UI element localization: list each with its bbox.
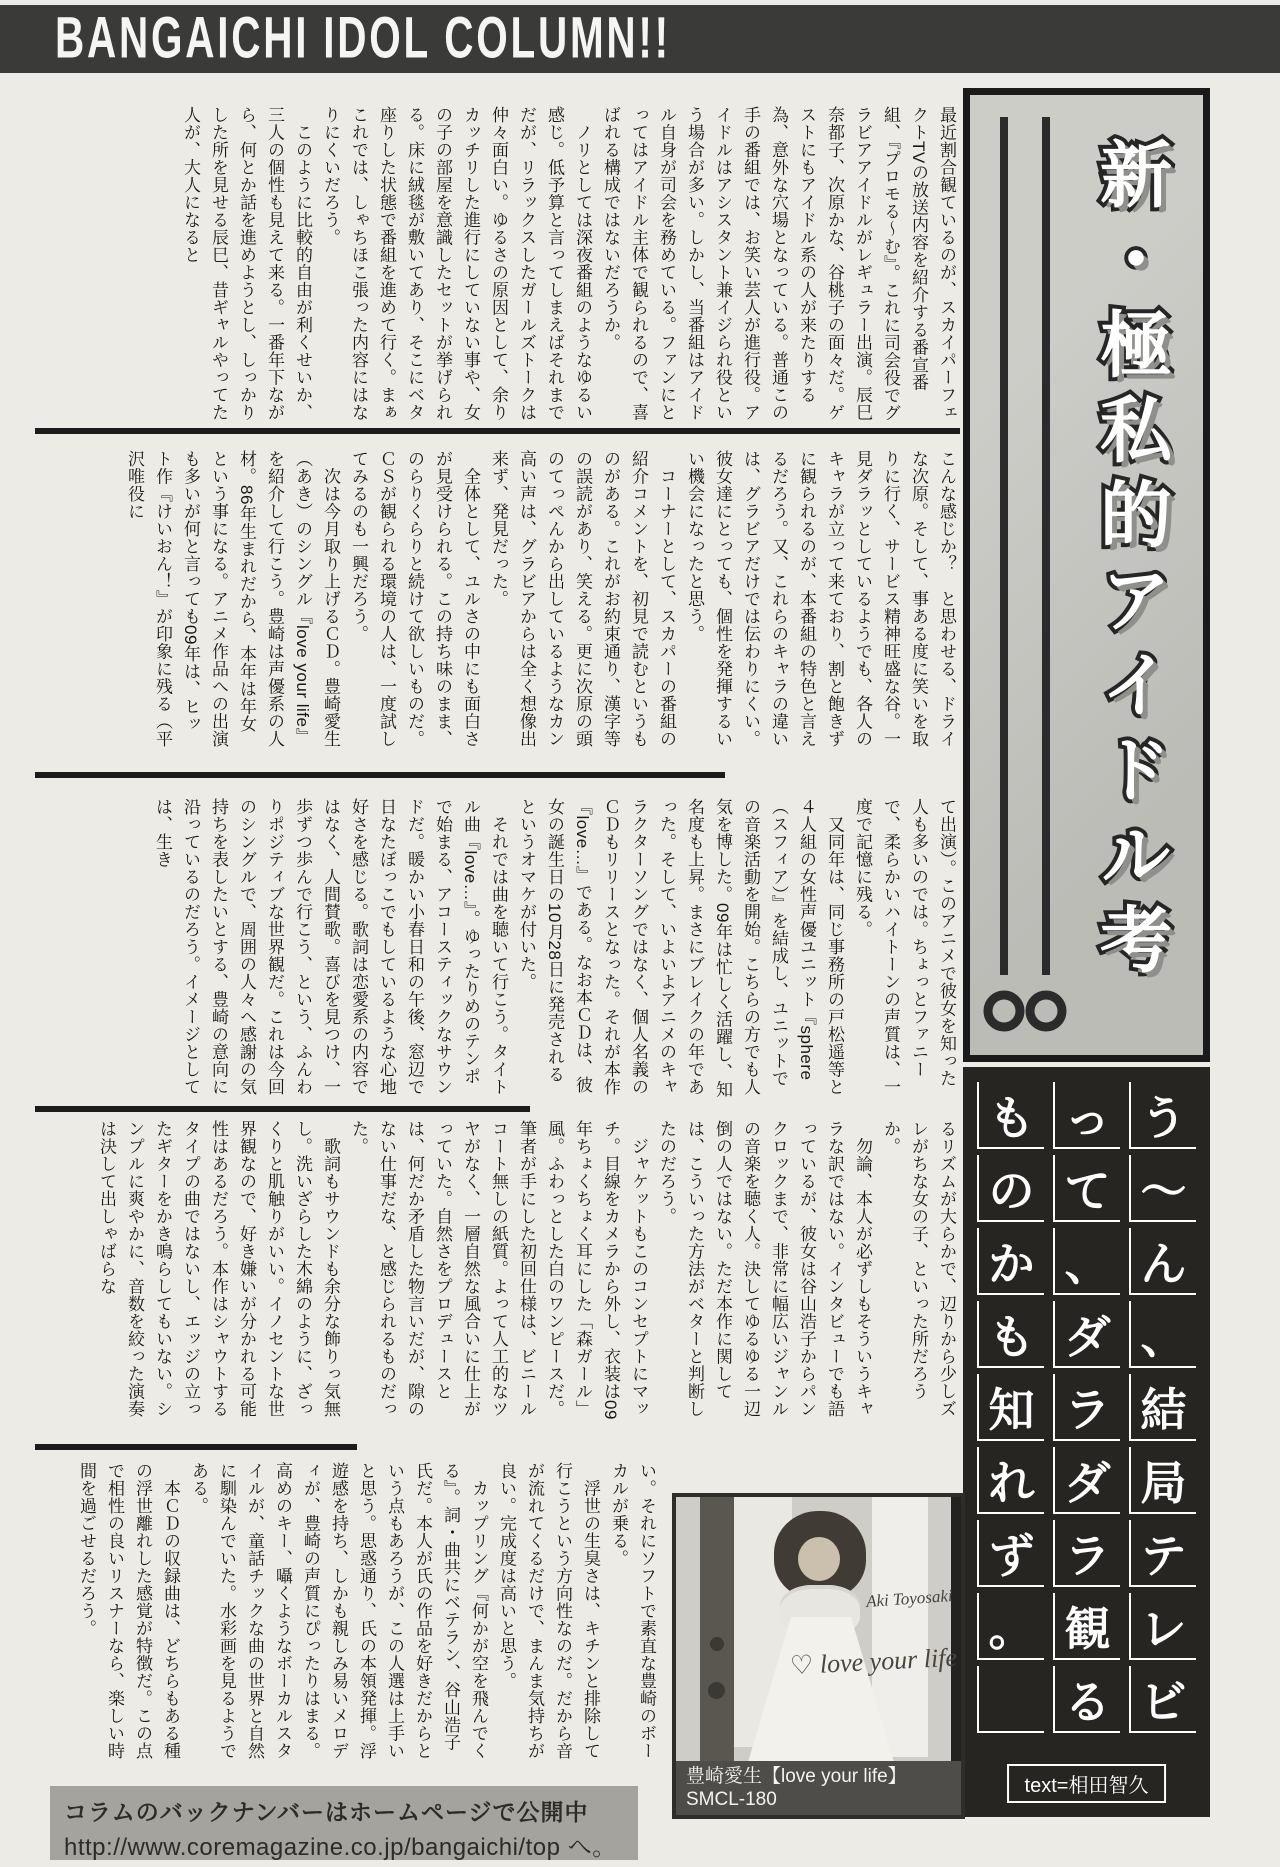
footer-url: http://www.coremagazine.co.jp/bangaichi/top へ。 <box>64 1834 617 1861</box>
article-paragraph: 本ＣＤの収録曲は、どちらもある種の浮世離れした感覚が特徴だ。この点で相性の良いリスナーなら、楽しい時間を過ごせるだろう。 <box>77 1462 180 1760</box>
article-paragraph: ノリとしては深夜番組のようなゆるい感じ。低予算と言ってしまえばそれまでだが、リラックスしたガールズトークは仲々面白い。ゆるさの原因として、余りカッチリした進行にしていない事や、女の子の部屋を意識したセットが挙げられる。床に絨毯が敷いてあり、そこにベタ座りした状態で番組を進めて行く。まぁこれでは、しゃちほこ張った内容にはなりにくいだろう。 <box>321 106 592 421</box>
article-paragraph: こんな感じか？ と思わせる、ドライな次原。そして、事ある度に笑いを取りに行く、サービス精神旺盛な谷。一見ダラッとしているようでも、各人のキャラが立って来ており、割と飽きずに観られるのが、本番組の特色と言えるだろう。又、これらのキャラの違いは、グラビアだけでは伝わりにくい。彼女達にとっても、個性を発揮するいい機会になったと思う。 <box>685 450 956 748</box>
cd-jacket-photo <box>672 1493 965 1819</box>
headline-char-tile: 、 <box>1053 1228 1120 1295</box>
headline-char-tile: ビ <box>1129 1666 1196 1733</box>
headline-char-tile: て <box>1053 1155 1120 1222</box>
article-paragraph: 勿論、本人が必ずしもそういうキャラな訳ではない。インタビューでも語っているが、彼女は谷山浩子からパンクロックまで、非常に幅広いジャンルの音楽を聴く人。決してゆるゆる一辺倒の人ではない。ただ本作に関しては、こういった方法がベターと判断したのだろう。 <box>657 1120 872 1418</box>
banner-title: BANGAICHI IDOL COLUMN!! <box>55 6 671 71</box>
article-paragraph: い。それにソフトで素直な豊崎のボーカルが乗る。 <box>609 1462 656 1760</box>
photo-caption <box>676 1761 961 1815</box>
headline-char-tile: る <box>1053 1666 1120 1733</box>
headline-char-tile: 〜 <box>1129 1155 1196 1222</box>
headline-char-tile: ラ <box>1053 1520 1120 1587</box>
section-divider <box>35 1444 357 1450</box>
article-paragraph: コーナーとして、スカパーの番組の紹介コメントを、初見で読むというものがある。これがお約束通り、漢字等の誤読があり、笑える。更に次原の頭のてっぺんから出しているようなカン高い声は、グラビアからは全く想像出来ず、発見だった。 <box>489 450 676 748</box>
headline-char-tile: も <box>977 1082 1044 1149</box>
headline-char-tile: テ <box>1129 1520 1196 1587</box>
headline-char-tile: ず <box>977 1520 1044 1587</box>
headline-char-tile: 、 <box>1129 1301 1196 1368</box>
photo-handwriting-title-text: love your life <box>819 1642 958 1679</box>
article-paragraph: ジャケットもこのコンセプトにマッチ。目線をカメラから外し、衣装は09年ちょくちょく耳にした「森ガール」風。ふわっとした白のワンピースだ。筆者が手にした初回仕様は、ビニールコート無しの紙質。よって人工的なツヤがなく、一層自然な風合いに仕上がっていた。自然さをプロデュースとは、何だか矛盾した物言いだが、隙のない仕事だな、と感じられるものだった。 <box>349 1120 648 1420</box>
page-header-banner <box>0 5 1280 73</box>
photo-door-frame <box>700 1497 734 1769</box>
section-divider <box>35 1106 530 1112</box>
headline-char-tile: 結 <box>1129 1374 1196 1441</box>
article-band-5 <box>45 1462 660 1762</box>
headline-column <box>977 1079 1044 1739</box>
photo-caption-code: SMCL-180 <box>686 1788 777 1810</box>
headline-char-tile: 知 <box>977 1374 1044 1441</box>
photo-figure-face <box>798 1537 840 1581</box>
article-paragraph: 浮世の生臭さは、キチンと排除して行こうという方向性なのだ。だから音が流れてくるだけで、まんま気持ちが良い。完成度は高いと思う。 <box>497 1462 600 1760</box>
author-credit: text=相田智久 <box>1007 1764 1167 1803</box>
section-divider <box>35 772 725 778</box>
article-band-3 <box>45 798 960 1098</box>
article-band-2 <box>45 450 960 748</box>
photo-door-knob <box>708 1682 725 1699</box>
column-title-box <box>963 88 1210 1062</box>
headline-char-tile: ん <box>1129 1228 1196 1295</box>
headline-tile-block <box>963 1067 1210 1817</box>
headline-char-tile: 。 <box>977 1593 1044 1660</box>
article-paragraph: 最近割合観ているのが、スカイパーフェクトTVの放送内容を紹介する番宣番組、『プロモる〜む』。これに司会役でグラビアアイドルがレギュラー出演。辰巳奈都子、次原かな、谷桃子の面々だ。ゲストにもアイドル系の人が来たりする為、意外な穴場となっている。普通この手の番組では、お笑い芸人が進行役。アイドルはアシスタント兼イジられ役という場合が多い。しかし、当番組はアイドル自身が司会を務めている。ファンにとってはアイドル主体で観られるので、喜ばれる構成ではないだろうか。 <box>601 106 956 422</box>
article-paragraph: るリズムが大らかで、辺りから少しズレがちな女の子、といった所だろうか。 <box>881 1120 956 1418</box>
headline-char-tile: か <box>977 1228 1044 1295</box>
article-paragraph: 全体として、ユルさの中にも面白さが見受けられる。この持ち味のまま、のらりくらりと続けて欲しいものだ。ＣＳが観られる環境の人は、一度試してみるのも一興だろう。 <box>349 450 480 748</box>
article-paragraph: て出演）。このアニメで彼女を知った人も多いのでは。ちょっとファニーで、柔らかいハイトーンの声質は、一度で記憶に残る。 <box>853 798 956 1096</box>
headline-char-tile: 局 <box>1129 1447 1196 1514</box>
headline-char-tile: 観 <box>1053 1593 1120 1660</box>
footer-backnumber-banner <box>50 1786 638 1860</box>
article-paragraph: このように比較的自由が利くせいか、三人の個性も見えて来る。一番年下ながら、何とか話を進めようとし、しっかりした所を見せる辰巳、昔ギャルやってた人が、大人になると <box>181 106 312 421</box>
article-paragraph: カップリング『何かが空を飛んでくる』。詞・曲共にベテラン、谷山浩子氏だ。本人が氏の作品を好きだからという点もあろうが、この人選は上手いと思う。思惑通り、氏の本領発揮。浮遊感を持ち、しかも親しみ易いメロディが、豊崎の声質にぴったりはまる。高めのキー、囁くようなボーカルスタイルが、童話チックな曲の世界と自然に馴染んでいた。水彩画を見るようである。 <box>189 1462 488 1760</box>
article-paragraph: それでは曲を聴いて行こう。タイトル曲『love…』。ゆったりめのテンポで始まる、アコースティックなサウンドだ。暖かい小春日和の午後、窓辺で日なたぼっこでもしているような心地好さを感じる。歌詞は恋愛系の内容ではなく、人間賛歌。喜びを見つけ、一歩ずつ歩んで行こう、という、ふんわりポジティブな世界観だ。これは今回のシングルで、周囲の人々へ感謝の気持ちを表したいとする、豊崎の意向に沿っているのだろう。イメージとしては、生き <box>153 798 508 1096</box>
photo-door-knob <box>710 1637 724 1651</box>
article-paragraph: 次は今月取り上げるＣＤ。豊崎愛生（あき）のシングル『love your life』を紹介して行こう。豊崎は声優系の人材。86年生まれだから、本年は年女という事になる。アニメ作品への出演も多いが何と言っても09年は、ヒット作『けいおん！』が印象に残る（平沢唯役に <box>125 450 340 748</box>
section-divider <box>35 428 960 434</box>
headline-char-tile: も <box>977 1301 1044 1368</box>
headline-char-tile: ラ <box>1053 1374 1120 1441</box>
column-title: 新・極私的アイドル考 <box>1089 137 1169 987</box>
headline-char-tile: レ <box>1129 1593 1196 1660</box>
headline-char-tile: う <box>1129 1082 1196 1149</box>
headline-char-tile: の <box>977 1155 1044 1222</box>
headline-column <box>1129 1079 1196 1739</box>
photo-handwriting-name: Aki Toyosaki <box>865 1585 954 1612</box>
headline-char-tile <box>977 1666 1044 1733</box>
headline-char-tile: れ <box>977 1447 1044 1514</box>
headline-column <box>1053 1079 1120 1739</box>
headline-grid <box>977 1079 1196 1739</box>
headline-char-tile: っ <box>1053 1082 1120 1149</box>
headline-char-tile: ダ <box>1053 1447 1120 1514</box>
footer-line1: コラムのバックナンバーはホームページで公開中 <box>64 1799 589 1825</box>
article-band-4 <box>45 1120 960 1420</box>
article-paragraph: 又同年は、同じ事務所の戸松遥等と４人組の女性声優ユニット『sphere（スフィア）』を結成し、ユニットでの音楽活動を開始。こちらの方でも人気を博した。09年は忙しく活躍し、知名度も上昇。まさにブレイクの年であった。そして、いよいよアニメのキャラクターソングではなく、個人名義のＣＤもリリースとなった。それが本作『love…』である。なお本ＣＤは、彼女の誕生日の10月28日に発売されるというオマケが付いた。 <box>517 798 844 1098</box>
photo-shadow-edge <box>951 1497 961 1769</box>
article-paragraph: 歌詞もサウンドも余分な飾りっ気無し。洗いざらした木綿のように、ざっくりと肌触りがいい。イノセントな世界観なので、好き嫌いが分かれる可能性はあるだろう。本作はシャウトするタイプの曲ではないし、エッジの立ったギターをかき鳴らしてもいない。シンプルに爽やかに、音数を絞った演奏は決して出しゃばらな <box>97 1120 340 1418</box>
article-band-1 <box>80 106 960 426</box>
photo-caption-title: 豊崎愛生【love your life】 <box>686 1766 907 1787</box>
headline-char-tile: ダ <box>1053 1301 1120 1368</box>
photo-handwriting-title: ♡ love your life <box>789 1642 958 1681</box>
